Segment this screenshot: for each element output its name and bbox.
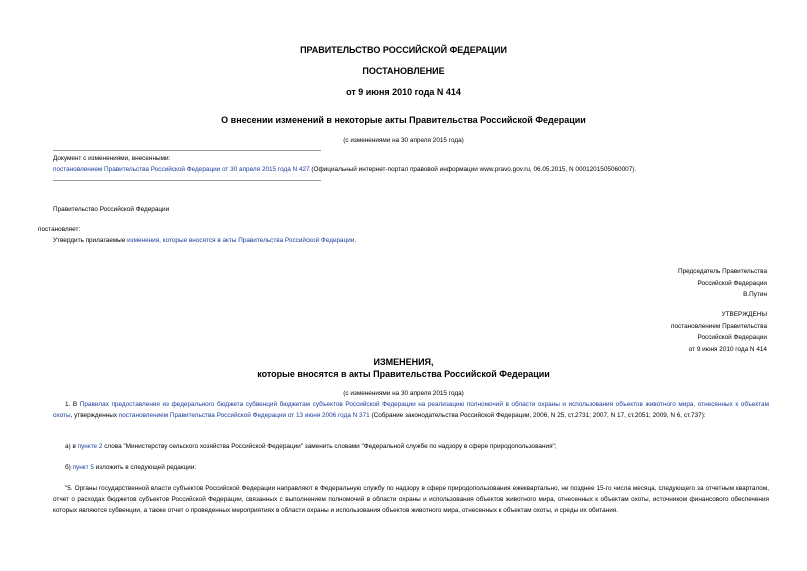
- changes-title: ИЗМЕНЕНИЯ,: [373, 357, 434, 367]
- p1-mid: , утвержденных: [70, 412, 119, 419]
- amendment-link[interactable]: постановлением Правительства Российской Федерации от 30 апреля 2015 года N 427: [53, 166, 310, 173]
- approved-changes-link[interactable]: изменения, которые вносятся в акты Правительства Российской Федерации: [127, 237, 355, 244]
- approve-suffix: .: [354, 237, 357, 244]
- approve-prefix: Утвердить прилагаемые: [53, 237, 128, 244]
- changes-subtitle: которые вносятся в акты Правительства Российской Федерации: [257, 369, 550, 379]
- amendments-line: [53, 166, 769, 174]
- decree-371-link[interactable]: постановлением Правительства Российской Федерации от 13 июня 2006 года N 371: [118, 412, 370, 419]
- approve-paragraph: [53, 237, 356, 245]
- signature-position: Председатель Правительства: [678, 268, 767, 275]
- rules-link[interactable]: Правилах предоставления из федерального бюджета субвенций бюджетам субъектов Российской Федерации на реализацию полномочий в области охраны и использования объектов животного мира, отнесенных к объектам охоты: [53, 401, 769, 419]
- point-5-link[interactable]: пункт 5: [72, 464, 94, 471]
- signature-block: [678, 266, 767, 301]
- approved-date: от 9 июня 2010 года N 414: [688, 345, 767, 353]
- point-2-link[interactable]: пункте 2: [77, 443, 103, 450]
- pa-prefix: а) в: [65, 443, 78, 450]
- signature-country: Российской Федерации: [697, 279, 767, 287]
- paragraph-a: [53, 441, 769, 452]
- amendment-source: (Официальный интернет-портал правовой информации www.pravo.gov.ru, 06.05.2015, N 0001201505060007).: [309, 166, 637, 173]
- pb-suffix: изложить в следующей редакции:: [93, 464, 197, 471]
- amendments-top-rule: [53, 150, 321, 151]
- p1-prefix: 1. В: [65, 401, 80, 408]
- approved-heading: УТВЕРЖДЕНЫ: [721, 311, 767, 318]
- government-heading: ПРАВИТЕЛЬСТВО РОССИЙСКОЙ ФЕДЕРАЦИИ: [300, 45, 507, 55]
- pa-suffix: слова "Министерству сельского хозяйства Российской Федерации" заменить словами "Федеральной службе по надзору в сфере природопользования";: [102, 443, 557, 450]
- approved-block: [671, 309, 767, 355]
- issuer: Правительство Российской Федерации: [53, 206, 170, 213]
- approved-by: постановлением Правительства: [671, 322, 767, 330]
- decides-text: постановляет:: [38, 226, 81, 233]
- amendments-intro: Документ с изменениями, внесенными:: [53, 155, 171, 162]
- approved-country: Российской Федерации: [697, 334, 767, 341]
- paragraph-b: [53, 462, 769, 473]
- edition-note: (с изменениями на 30 апреля 2015 года): [343, 137, 464, 144]
- document-date-number: от 9 июня 2010 года N 414: [346, 87, 461, 97]
- document-title: О внесении изменений в некоторые акты Правительства Российской Федерации: [221, 115, 586, 125]
- signature-name: В.Путин: [743, 291, 767, 298]
- pb-prefix: б): [65, 464, 73, 471]
- changes-edition-note: (с изменениями на 30 апреля 2015 года): [343, 390, 464, 397]
- amendments-bottom-rule: [53, 180, 321, 181]
- document-type: ПОСТАНОВЛЕНИЕ: [362, 66, 445, 76]
- paragraph-1: [53, 399, 769, 421]
- paragraph-5-text: "5. Органы государственной власти субъектов Российской Федерации направляют в Федеральную службу по надзору в сфере природопользования ежеквартально, не позднее 15-го числа месяца, следующего за отчетным кварталом, отчет о расходах бюджетов субъектов Российской Федерации, связанных с выполнением полномочий в области охраны и использования объектов животного мира, отнесенных к объектам охоты, источником финансового обеспечения которых являются субвенции, а также отчет о проведенных мероприятиях в области охраны и использования объектов животного мира, отнесенных к объектам охоты, и среды их обитания.: [53, 485, 769, 514]
- p1-suffix: (Собрание законодательства Российской Федерации, 2006, N 25, ст.2731; 2007, N 17, ст.2051; 2009, N 6, ст.737):: [369, 412, 706, 419]
